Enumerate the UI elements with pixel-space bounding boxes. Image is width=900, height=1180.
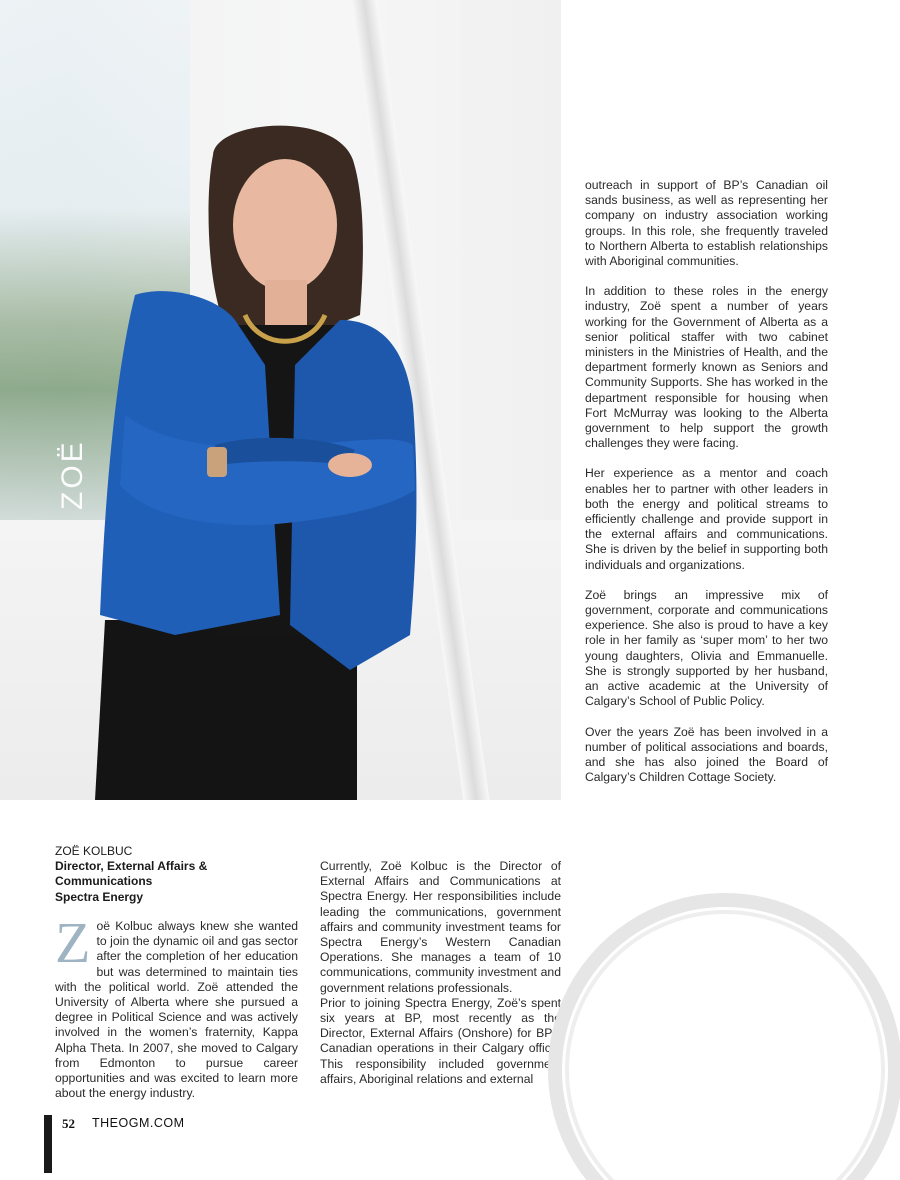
right-column-text <box>585 178 828 800</box>
dropcap: Z <box>55 910 91 975</box>
bio-title-line1: Director, External Affairs & <box>55 859 208 874</box>
portrait-photo <box>0 0 561 800</box>
side-name-label: ZOË <box>56 439 89 510</box>
paragraph: oë Kolbuc always knew she wanted to join the dynamic oil and gas sector after the completion of her education but was determined to maintain ties with the political world. Zoë attended the University of Alberta where she pursued a degree in Political Science and was actively involved in the women’s fraternity, Kappa Alpha Theta. In 2007, she moved to Calgary from Edmonton to pursue career opportunities and was excited to learn more about the energy industry. <box>55 919 298 1101</box>
bio-title-line2: Communications <box>55 874 153 889</box>
paragraph: In addition to these roles in the energy industry, Zoë spent a number of years working for the Government of Alberta as a senior political staffer with two cabinet ministers in the Ministries of Health, and the department formerly known as Seniors and Community Supports. She has worked in the department responsible for housing when Fort McMurray was looking to the Alberta government to help support the growth challenges they were facing. <box>585 284 828 451</box>
portrait-figure <box>95 115 425 800</box>
bio-company: Spectra Energy <box>55 889 144 904</box>
paragraph: Over the years Zoë has been involved in a number of political associations and boards, and she has also joined the Board of Calgary’s Children Cottage Society. <box>585 724 828 785</box>
site-name: THEOGM.COM <box>92 1116 185 1130</box>
paragraph: Her experience as a mentor and coach enables her to partner with other leaders in both the energy and political streams to efficiently challenge and provide support in the external affairs and communications. She is driven by the belief in supporting both individuals and organizations. <box>585 466 828 572</box>
paragraph: outreach in support of BP’s Canadian oil sands business, as well as representing her company on industry association working groups. In this role, she frequently traveled to Northern Alberta to establish relationships with Aboriginal communities. <box>585 178 828 269</box>
decorative-brush-circle <box>520 880 900 1180</box>
paragraph: Prior to joining Spectra Energy, Zoë’s spent six years at BP, most recently as the Director, External Affairs (Onshore) for BP’s Canadian operations in their Calgary office. This responsibility included government affairs, Aboriginal relations and external <box>320 995 561 1086</box>
bio-name: ZOË KOLBUC <box>55 844 133 858</box>
page-number: 52 <box>62 1116 75 1131</box>
left-column-text <box>55 910 298 1101</box>
footer-bar <box>44 1115 52 1173</box>
bio-header <box>55 844 235 905</box>
paragraph: Zoë brings an impressive mix of government, corporate and communications experience. She also is proud to have a key role in her family as ‘super mom’ to her two young daughters, Olivia and Emmanuelle. She is strongly supported by her husband, an active academic at the University of Calgary’s School of Public Policy. <box>585 587 828 709</box>
paragraph: Currently, Zoë Kolbuc is the Director of External Affairs and Communications at Spectra Energy. Her responsibilities include leading the communications, government affairs and community investment teams for Spectra Energy’s Western Canadian Operations. She manages a team of 10 communications, community investment and government relations professionals. <box>320 859 561 995</box>
